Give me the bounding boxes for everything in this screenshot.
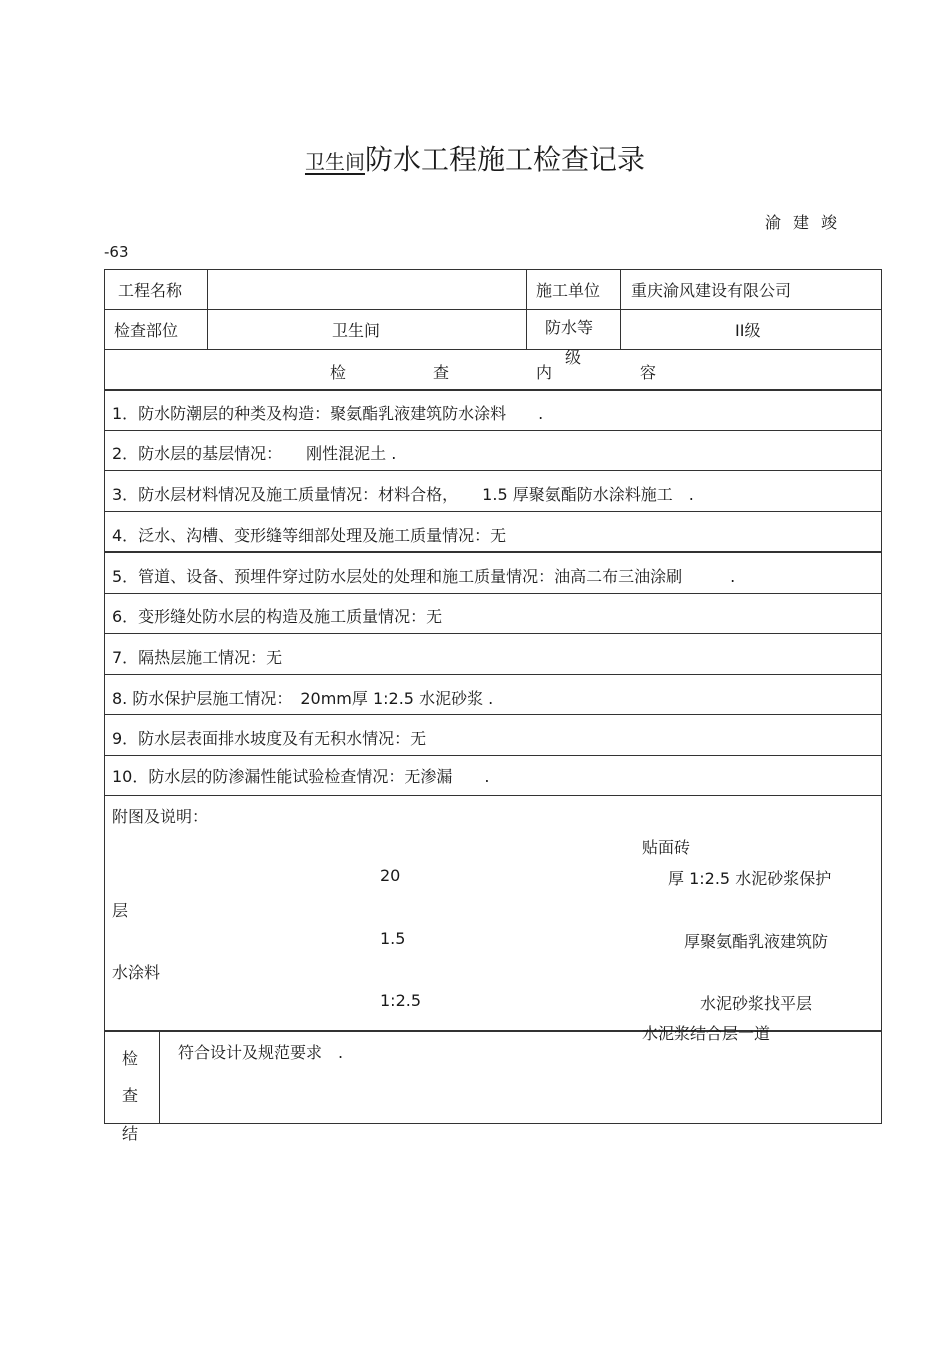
result-label-char: 结 (122, 1124, 139, 1143)
inspection-item: 10．防水层的防渗漏性能试验检查情况：无渗漏 . (112, 767, 490, 786)
content-header-char: 查 (433, 363, 450, 382)
row-divider (104, 470, 882, 471)
row-divider (104, 309, 882, 310)
builder-label: 施工单位 (536, 281, 601, 300)
layer-waterproof-text: 厚聚氨酯乳液建筑防 (684, 932, 829, 951)
layer-protect-thickness: 20 (380, 866, 401, 885)
document-number: -63 (104, 243, 129, 261)
content-header-char: 内 (536, 363, 553, 382)
layer-protect-cont: 层 (112, 901, 129, 920)
row-divider (104, 755, 882, 756)
page-title (0, 138, 950, 178)
layer-protect-text: 厚 1:2.5 水泥砂浆保护 (668, 869, 832, 888)
content-header-char: 容 (640, 363, 657, 382)
layer-waterproof-thickness: 1.5 (380, 929, 406, 948)
location-value: 卫生间 (332, 321, 381, 340)
builder-value: 重庆渝风建设有限公司 (631, 281, 792, 300)
figure-label: 附图及说明： (112, 807, 209, 826)
inspection-item: 5．管道、设备、预埋件穿过防水层处的处理和施工质量情况：油高二布三油涂刷 . (112, 567, 736, 586)
inspection-item: 2．防水层的基层情况： 刚性混泥土 . (112, 444, 397, 463)
result-label-char: 查 (122, 1086, 139, 1105)
inspection-item: 3．防水层材料情况及施工质量情况：材料合格， 1.5 厚聚氨酯防水涂料施工 . (112, 485, 694, 504)
document-code: 渝建竣 (765, 213, 850, 232)
row-divider (104, 795, 882, 796)
row-divider (104, 674, 882, 675)
title-main: 防水工程施工检查记录 (364, 143, 645, 176)
row-divider (104, 551, 882, 553)
content-header-char: 检 (330, 363, 347, 382)
grade-label-line1: 防水等 (545, 318, 594, 337)
inspection-item: 8. 防水保护层施工情况： 20mm厚 1:2.5 水泥砂浆 . (112, 689, 494, 708)
row-divider (104, 633, 882, 634)
layer-bonding-text: 水泥浆结合层一道 (642, 1024, 771, 1043)
location-label: 检查部位 (114, 321, 179, 340)
layer-waterproof-cont: 水涂料 (112, 963, 161, 982)
inspection-item: 4．泛水、沟槽、变形缝等细部处理及施工质量情况：无 (112, 526, 507, 545)
result-text: 符合设计及规范要求 . (178, 1043, 344, 1062)
row-divider (104, 389, 882, 391)
row-divider (104, 430, 882, 431)
row-divider (104, 714, 882, 715)
inspection-item: 9．防水层表面排水坡度及有无积水情况：无 (112, 729, 427, 748)
layer-leveling-text: 水泥砂浆找平层 (700, 994, 813, 1013)
inspection-item: 7．隔热层施工情况：无 (112, 648, 283, 667)
project-name-label: 工程名称 (118, 281, 183, 300)
col-divider (526, 269, 527, 349)
row-divider (104, 593, 882, 594)
result-label-char: 检 (122, 1049, 139, 1068)
inspection-item: 1．防水防潮层的种类及构造：聚氨酯乳液建筑防水涂料 . (112, 404, 544, 423)
grade-value: II级 (735, 321, 761, 340)
inspection-item: 6．变形缝处防水层的构造及施工质量情况：无 (112, 607, 443, 626)
col-divider (159, 1030, 160, 1124)
grade-label-line2: 级 (565, 348, 582, 367)
col-divider (620, 269, 621, 349)
row-divider (104, 511, 882, 512)
title-prefix: 卫生间 (304, 150, 365, 174)
layer-tile: 贴面砖 (642, 838, 691, 857)
row-divider (104, 349, 882, 350)
layer-leveling-ratio: 1:2.5 (380, 991, 422, 1010)
col-divider (207, 269, 208, 349)
